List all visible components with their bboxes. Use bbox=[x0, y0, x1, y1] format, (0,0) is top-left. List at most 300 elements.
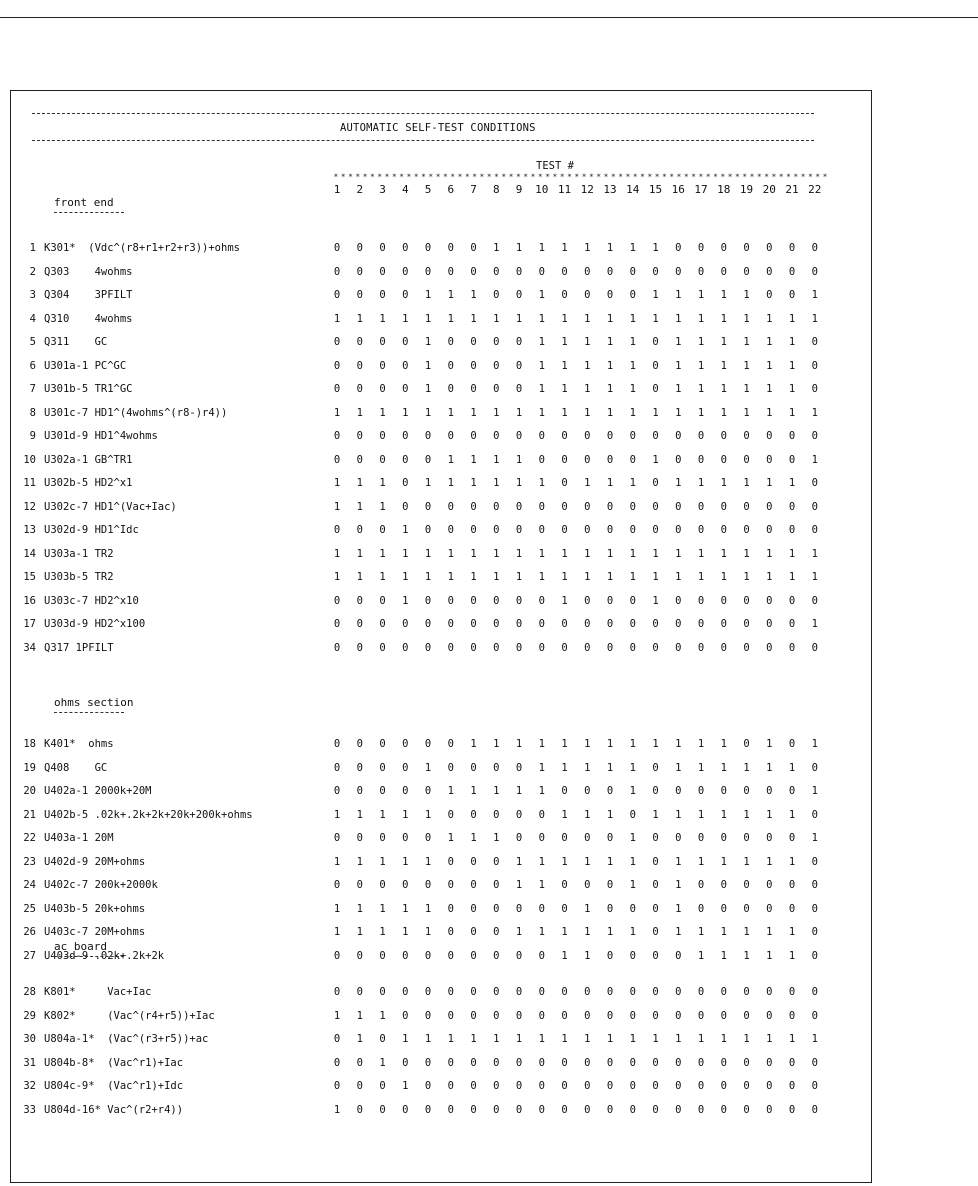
table-cell: 0 bbox=[447, 949, 454, 962]
table-cell: 0 bbox=[788, 986, 796, 998]
table-cell: 0 bbox=[356, 986, 363, 998]
table-cell: 0 bbox=[379, 1033, 386, 1045]
table-cell: 0 bbox=[675, 242, 682, 254]
row-label: U804d-16* Vac^(r2+r4)) bbox=[44, 1103, 184, 1116]
table-cell: 1 bbox=[470, 738, 477, 750]
table-row bbox=[0, 986, 862, 1000]
table-cell: 1 bbox=[766, 406, 773, 419]
table-cell: 0 bbox=[606, 986, 614, 998]
table-cell: 1 bbox=[811, 453, 818, 466]
table-cell: 0 bbox=[538, 430, 545, 442]
table-cell: 1 bbox=[720, 571, 727, 583]
table-cell: 0 bbox=[652, 430, 659, 442]
table-cell: 0 bbox=[652, 1056, 659, 1069]
table-cell: 0 bbox=[470, 524, 477, 536]
table-cell: 1 bbox=[766, 808, 773, 821]
table-cell: 0 bbox=[811, 855, 818, 868]
row-label: U804a-1* (Vac^(r3+r5))+ac bbox=[44, 1033, 209, 1045]
row-number: 5 bbox=[29, 336, 36, 348]
table-cell: 1 bbox=[561, 336, 568, 348]
table-cell: 0 bbox=[675, 430, 682, 442]
table-cell: 1 bbox=[652, 571, 659, 583]
table-cell: 0 bbox=[493, 1080, 500, 1092]
table-cell: 1 bbox=[743, 761, 750, 774]
table-cell: 0 bbox=[606, 832, 614, 844]
table-cell: 0 bbox=[470, 265, 477, 278]
table-cell: 1 bbox=[356, 855, 363, 868]
table-cell: 1 bbox=[538, 879, 545, 891]
table-cell: 1 bbox=[379, 571, 386, 583]
table-cell: 1 bbox=[424, 336, 432, 348]
table-cell: 0 bbox=[538, 641, 545, 654]
table-cell: 0 bbox=[720, 902, 727, 915]
table-cell: 0 bbox=[379, 453, 386, 466]
table-cell: 1 bbox=[515, 406, 523, 419]
table-cell: 1 bbox=[697, 808, 705, 821]
table-cell: 1 bbox=[743, 1033, 750, 1045]
column-number: 14 bbox=[626, 183, 640, 196]
table-cell: 0 bbox=[493, 383, 500, 395]
table-cell: 0 bbox=[720, 594, 727, 607]
row-label: U301a-1 PC^GC bbox=[44, 359, 127, 372]
table-cell: 1 bbox=[356, 902, 363, 915]
table-cell: 1 bbox=[811, 571, 818, 583]
table-cell: 0 bbox=[606, 1080, 614, 1092]
table-cell: 0 bbox=[333, 359, 341, 372]
table-cell: 0 bbox=[515, 359, 523, 372]
table-cell: 0 bbox=[493, 430, 500, 442]
row-number: 1 bbox=[29, 242, 36, 254]
row-number: 11 bbox=[23, 477, 36, 489]
table-cell: 1 bbox=[652, 547, 659, 560]
table-cell: 0 bbox=[424, 1056, 432, 1069]
table-cell: 0 bbox=[515, 902, 523, 915]
table-cell: 0 bbox=[470, 1103, 477, 1116]
section-title-text: ohms section bbox=[54, 696, 134, 709]
table-cell: 1 bbox=[629, 359, 636, 372]
table-cell: 0 bbox=[379, 383, 386, 395]
table-cell: 0 bbox=[766, 1103, 773, 1116]
table-cell: 0 bbox=[606, 594, 614, 607]
table-cell: 0 bbox=[697, 986, 705, 998]
table-cell: 0 bbox=[743, 832, 750, 844]
table-row bbox=[0, 571, 862, 585]
table-cell: 1 bbox=[493, 571, 500, 583]
table-cell: 0 bbox=[561, 430, 568, 442]
table-cell: 0 bbox=[697, 1103, 705, 1116]
table-cell: 0 bbox=[493, 641, 500, 654]
table-cell: 0 bbox=[720, 1009, 727, 1022]
table-cell: 1 bbox=[584, 312, 591, 325]
table-cell: 0 bbox=[606, 524, 614, 536]
table-cell: 0 bbox=[538, 594, 545, 607]
table-cell: 1 bbox=[743, 359, 750, 372]
table-cell: 1 bbox=[538, 571, 545, 583]
table-cell: 0 bbox=[811, 949, 818, 962]
table-cell: 1 bbox=[629, 1033, 636, 1045]
row-label: K801* Vac+Iac bbox=[44, 986, 152, 998]
table-cell: 1 bbox=[606, 242, 614, 254]
table-cell: 0 bbox=[811, 761, 818, 774]
row-number: 15 bbox=[23, 571, 36, 583]
row-number: 25 bbox=[23, 902, 36, 915]
table-cell: 1 bbox=[333, 312, 341, 325]
table-cell: 0 bbox=[447, 641, 454, 654]
table-cell: 1 bbox=[675, 547, 682, 560]
table-cell: 0 bbox=[811, 265, 818, 278]
table-cell: 0 bbox=[743, 641, 750, 654]
table-cell: 0 bbox=[470, 359, 477, 372]
table-cell: 0 bbox=[356, 383, 363, 395]
table-cell: 1 bbox=[629, 926, 636, 938]
table-cell: 0 bbox=[333, 879, 341, 891]
table-cell: 1 bbox=[720, 289, 727, 301]
table-cell: 0 bbox=[629, 500, 636, 513]
table-cell: 1 bbox=[675, 359, 682, 372]
table-cell: 0 bbox=[652, 500, 659, 513]
table-cell: 0 bbox=[652, 761, 659, 774]
row-label: Q317 1PFILT bbox=[44, 641, 114, 654]
table-cell: 1 bbox=[379, 1009, 386, 1022]
table-cell: 1 bbox=[652, 738, 659, 750]
table-cell: 0 bbox=[402, 336, 409, 348]
table-cell: 1 bbox=[675, 761, 682, 774]
table-cell: 0 bbox=[629, 289, 636, 301]
table-cell: 1 bbox=[811, 312, 818, 325]
table-cell: 1 bbox=[515, 926, 523, 938]
table-cell: 1 bbox=[538, 855, 545, 868]
table-cell: 0 bbox=[470, 808, 477, 821]
table-cell: 0 bbox=[629, 430, 636, 442]
table-cell: 1 bbox=[652, 594, 659, 607]
table-cell: 0 bbox=[447, 738, 454, 750]
table-cell: 0 bbox=[788, 832, 796, 844]
table-cell: 0 bbox=[493, 926, 500, 938]
table-cell: 0 bbox=[402, 265, 409, 278]
table-cell: 0 bbox=[675, 500, 682, 513]
table-cell: 1 bbox=[333, 547, 341, 560]
row-label: U303c-7 HD2^x10 bbox=[44, 594, 139, 607]
table-cell: 1 bbox=[743, 312, 750, 325]
table-row bbox=[0, 1057, 862, 1071]
column-number: 19 bbox=[739, 183, 754, 196]
table-cell: 1 bbox=[675, 808, 682, 821]
table-cell: 0 bbox=[584, 430, 591, 442]
table-cell: 0 bbox=[652, 359, 659, 372]
table-cell: 1 bbox=[356, 808, 363, 821]
table-cell: 0 bbox=[379, 1080, 386, 1092]
table-cell: 1 bbox=[561, 855, 568, 868]
table-cell: 1 bbox=[720, 949, 727, 962]
table-row bbox=[0, 454, 862, 468]
table-cell: 0 bbox=[402, 986, 409, 998]
table-cell: 0 bbox=[561, 1080, 568, 1092]
table-cell: 0 bbox=[333, 949, 341, 962]
table-cell: 1 bbox=[379, 312, 386, 325]
table-cell: 1 bbox=[584, 242, 591, 254]
table-cell: 1 bbox=[493, 312, 500, 325]
table-cell: 0 bbox=[493, 855, 500, 868]
table-cell: 1 bbox=[356, 477, 363, 489]
table-cell: 0 bbox=[356, 785, 363, 797]
table-cell: 0 bbox=[652, 879, 659, 891]
row-label: U403c-7 20M+ohms bbox=[44, 926, 146, 938]
table-cell: 0 bbox=[538, 500, 545, 513]
row-label: U303d-9 HD2^x100 bbox=[44, 618, 146, 630]
table-cell: 1 bbox=[743, 808, 750, 821]
column-number: 11 bbox=[557, 183, 572, 196]
table-cell: 0 bbox=[743, 986, 750, 998]
table-cell: 0 bbox=[424, 1103, 432, 1116]
table-cell: 0 bbox=[606, 785, 614, 797]
table-row bbox=[0, 785, 862, 799]
row-number: 10 bbox=[23, 453, 36, 466]
table-cell: 1 bbox=[561, 406, 568, 419]
table-cell: 0 bbox=[697, 453, 705, 466]
table-cell: 1 bbox=[675, 477, 682, 489]
table-cell: 0 bbox=[652, 1009, 659, 1022]
table-cell: 0 bbox=[584, 785, 591, 797]
table-cell: 1 bbox=[766, 949, 773, 962]
table-cell: 0 bbox=[447, 1080, 454, 1092]
table-cell: 0 bbox=[652, 832, 659, 844]
table-cell: 0 bbox=[811, 430, 818, 442]
table-cell: 1 bbox=[584, 547, 591, 560]
table-cell: 0 bbox=[788, 265, 796, 278]
table-cell: 1 bbox=[379, 902, 386, 915]
table-cell: 1 bbox=[652, 289, 659, 301]
table-cell: 1 bbox=[606, 571, 614, 583]
table-cell: 1 bbox=[447, 547, 454, 560]
table-cell: 0 bbox=[697, 902, 705, 915]
table-cell: 0 bbox=[652, 1103, 659, 1116]
table-cell: 0 bbox=[515, 761, 523, 774]
table-cell: 0 bbox=[356, 949, 363, 962]
table-cell: 0 bbox=[402, 242, 409, 254]
table-cell: 0 bbox=[584, 879, 591, 891]
table-cell: 0 bbox=[697, 242, 705, 254]
table-cell: 0 bbox=[515, 383, 523, 395]
table-cell: 0 bbox=[811, 641, 818, 654]
table-cell: 0 bbox=[652, 902, 659, 915]
table-cell: 0 bbox=[766, 618, 773, 630]
table-cell: 0 bbox=[788, 242, 796, 254]
table-cell: 0 bbox=[333, 832, 341, 844]
table-cell: 1 bbox=[470, 453, 477, 466]
table-cell: 0 bbox=[675, 524, 682, 536]
table-cell: 0 bbox=[447, 500, 454, 513]
table-row bbox=[0, 501, 862, 515]
table-cell: 0 bbox=[470, 242, 477, 254]
table-cell: 0 bbox=[515, 1056, 523, 1069]
table-cell: 0 bbox=[606, 1009, 614, 1022]
table-cell: 0 bbox=[743, 594, 750, 607]
table-cell: 0 bbox=[811, 242, 818, 254]
table-cell: 0 bbox=[333, 524, 341, 536]
table-cell: 1 bbox=[720, 808, 727, 821]
table-cell: 1 bbox=[766, 855, 773, 868]
table-cell: 0 bbox=[470, 926, 477, 938]
table-cell: 1 bbox=[356, 312, 363, 325]
table-cell: 0 bbox=[515, 500, 523, 513]
table-cell: 1 bbox=[561, 808, 568, 821]
table-cell: 1 bbox=[424, 926, 432, 938]
table-cell: 1 bbox=[470, 785, 477, 797]
table-cell: 0 bbox=[720, 641, 727, 654]
table-cell: 1 bbox=[606, 1033, 614, 1045]
table-cell: 0 bbox=[447, 430, 454, 442]
table-cell: 0 bbox=[788, 1103, 796, 1116]
table-cell: 1 bbox=[811, 406, 818, 419]
table-cell: 0 bbox=[402, 785, 409, 797]
top-rule bbox=[0, 17, 978, 18]
table-cell: 0 bbox=[675, 1103, 682, 1116]
table-cell: 0 bbox=[538, 832, 545, 844]
row-number: 31 bbox=[23, 1056, 36, 1069]
table-cell: 0 bbox=[652, 336, 659, 348]
table-cell: 0 bbox=[720, 618, 727, 630]
table-cell: 1 bbox=[697, 477, 705, 489]
table-cell: 1 bbox=[402, 855, 409, 868]
row-label: K401* ohms bbox=[44, 738, 114, 750]
table-cell: 1 bbox=[402, 406, 409, 419]
table-cell: 0 bbox=[447, 902, 454, 915]
table-row bbox=[0, 548, 862, 562]
table-cell: 1 bbox=[333, 855, 341, 868]
table-cell: 0 bbox=[493, 986, 500, 998]
row-number: 2 bbox=[29, 265, 36, 278]
table-cell: 0 bbox=[629, 453, 636, 466]
table-cell: 1 bbox=[606, 855, 614, 868]
table-row bbox=[0, 383, 862, 397]
table-cell: 0 bbox=[515, 832, 523, 844]
table-cell: 1 bbox=[788, 949, 796, 962]
table-cell: 0 bbox=[766, 265, 773, 278]
table-cell: 1 bbox=[493, 242, 500, 254]
table-cell: 0 bbox=[788, 879, 796, 891]
table-cell: 0 bbox=[788, 430, 796, 442]
table-cell: 1 bbox=[606, 808, 614, 821]
table-cell: 1 bbox=[538, 406, 545, 419]
table-cell: 1 bbox=[424, 359, 432, 372]
table-cell: 0 bbox=[766, 986, 773, 998]
table-cell: 1 bbox=[470, 312, 477, 325]
table-cell: 1 bbox=[697, 738, 705, 750]
table-cell: 1 bbox=[788, 547, 796, 560]
table-cell: 0 bbox=[743, 265, 750, 278]
table-cell: 1 bbox=[538, 359, 545, 372]
table-cell: 0 bbox=[788, 1080, 796, 1092]
table-cell: 0 bbox=[447, 1056, 454, 1069]
column-number: 4 bbox=[401, 183, 409, 196]
table-cell: 1 bbox=[788, 571, 796, 583]
table-cell: 0 bbox=[333, 430, 341, 442]
table-cell: 0 bbox=[379, 594, 386, 607]
table-cell: 1 bbox=[493, 406, 500, 419]
row-label: U402b-5 .02k+.2k+2k+20k+200k+ohms bbox=[44, 808, 253, 821]
table-cell: 0 bbox=[333, 785, 341, 797]
table-cell: 0 bbox=[675, 1009, 682, 1022]
table-cell: 0 bbox=[788, 641, 796, 654]
table-cell: 0 bbox=[766, 289, 773, 301]
table-cell: 0 bbox=[766, 500, 773, 513]
table-cell: 0 bbox=[470, 879, 477, 891]
table-cell: 0 bbox=[333, 641, 341, 654]
table-cell: 0 bbox=[766, 785, 773, 797]
table-cell: 1 bbox=[697, 359, 705, 372]
table-row bbox=[0, 903, 862, 917]
table-row bbox=[0, 407, 862, 421]
column-number: 22 bbox=[808, 183, 822, 196]
table-cell: 1 bbox=[561, 761, 568, 774]
table-cell: 0 bbox=[720, 879, 727, 891]
table-cell: 0 bbox=[356, 761, 363, 774]
table-cell: 0 bbox=[379, 761, 386, 774]
table-cell: 1 bbox=[743, 949, 750, 962]
table-cell: 1 bbox=[720, 383, 727, 395]
table-cell: 1 bbox=[743, 406, 750, 419]
page-title: AUTOMATIC SELF-TEST CONDITIONS bbox=[340, 122, 536, 134]
table-cell: 0 bbox=[538, 1056, 545, 1069]
table-cell: 0 bbox=[720, 832, 727, 844]
table-cell: 0 bbox=[584, 1080, 591, 1092]
table-cell: 1 bbox=[561, 383, 568, 395]
table-cell: 1 bbox=[584, 477, 591, 489]
row-number: 21 bbox=[23, 808, 36, 821]
table-cell: 0 bbox=[402, 641, 409, 654]
table-cell: 0 bbox=[766, 1009, 773, 1022]
table-cell: 1 bbox=[515, 453, 523, 466]
table-cell: 1 bbox=[424, 571, 432, 583]
column-number: 3 bbox=[379, 183, 386, 196]
table-cell: 1 bbox=[493, 477, 500, 489]
table-cell: 0 bbox=[697, 1009, 705, 1022]
table-cell: 0 bbox=[333, 265, 341, 278]
table-cell: 1 bbox=[788, 808, 796, 821]
table-row bbox=[0, 524, 862, 538]
row-label: U301c-7 HD1^(4wohms^(r8-)r4)) bbox=[44, 406, 228, 419]
table-cell: 1 bbox=[766, 336, 773, 348]
table-cell: 0 bbox=[493, 949, 500, 962]
table-cell: 1 bbox=[379, 406, 386, 419]
table-cell: 1 bbox=[606, 477, 614, 489]
column-number: 16 bbox=[671, 183, 685, 196]
table-cell: 0 bbox=[515, 949, 523, 962]
column-number: 20 bbox=[762, 183, 776, 196]
table-cell: 0 bbox=[788, 594, 796, 607]
table-cell: 1 bbox=[743, 477, 750, 489]
table-cell: 0 bbox=[629, 1103, 636, 1116]
table-cell: 1 bbox=[515, 571, 523, 583]
row-number: 30 bbox=[23, 1033, 36, 1045]
row-number: 32 bbox=[23, 1080, 36, 1092]
row-number: 13 bbox=[23, 524, 36, 536]
table-cell: 0 bbox=[766, 430, 773, 442]
table-cell: 1 bbox=[356, 1009, 363, 1022]
row-number: 26 bbox=[23, 926, 36, 938]
column-number: 13 bbox=[603, 183, 617, 196]
table-cell: 0 bbox=[333, 289, 341, 301]
table-cell: 0 bbox=[743, 453, 750, 466]
table-cell: 0 bbox=[424, 594, 432, 607]
table-cell: 0 bbox=[333, 242, 341, 254]
table-cell: 0 bbox=[379, 289, 386, 301]
table-cell: 0 bbox=[720, 1103, 727, 1116]
table-cell: 0 bbox=[356, 594, 363, 607]
table-cell: 1 bbox=[470, 571, 477, 583]
table-cell: 1 bbox=[697, 336, 705, 348]
table-cell: 0 bbox=[697, 879, 705, 891]
